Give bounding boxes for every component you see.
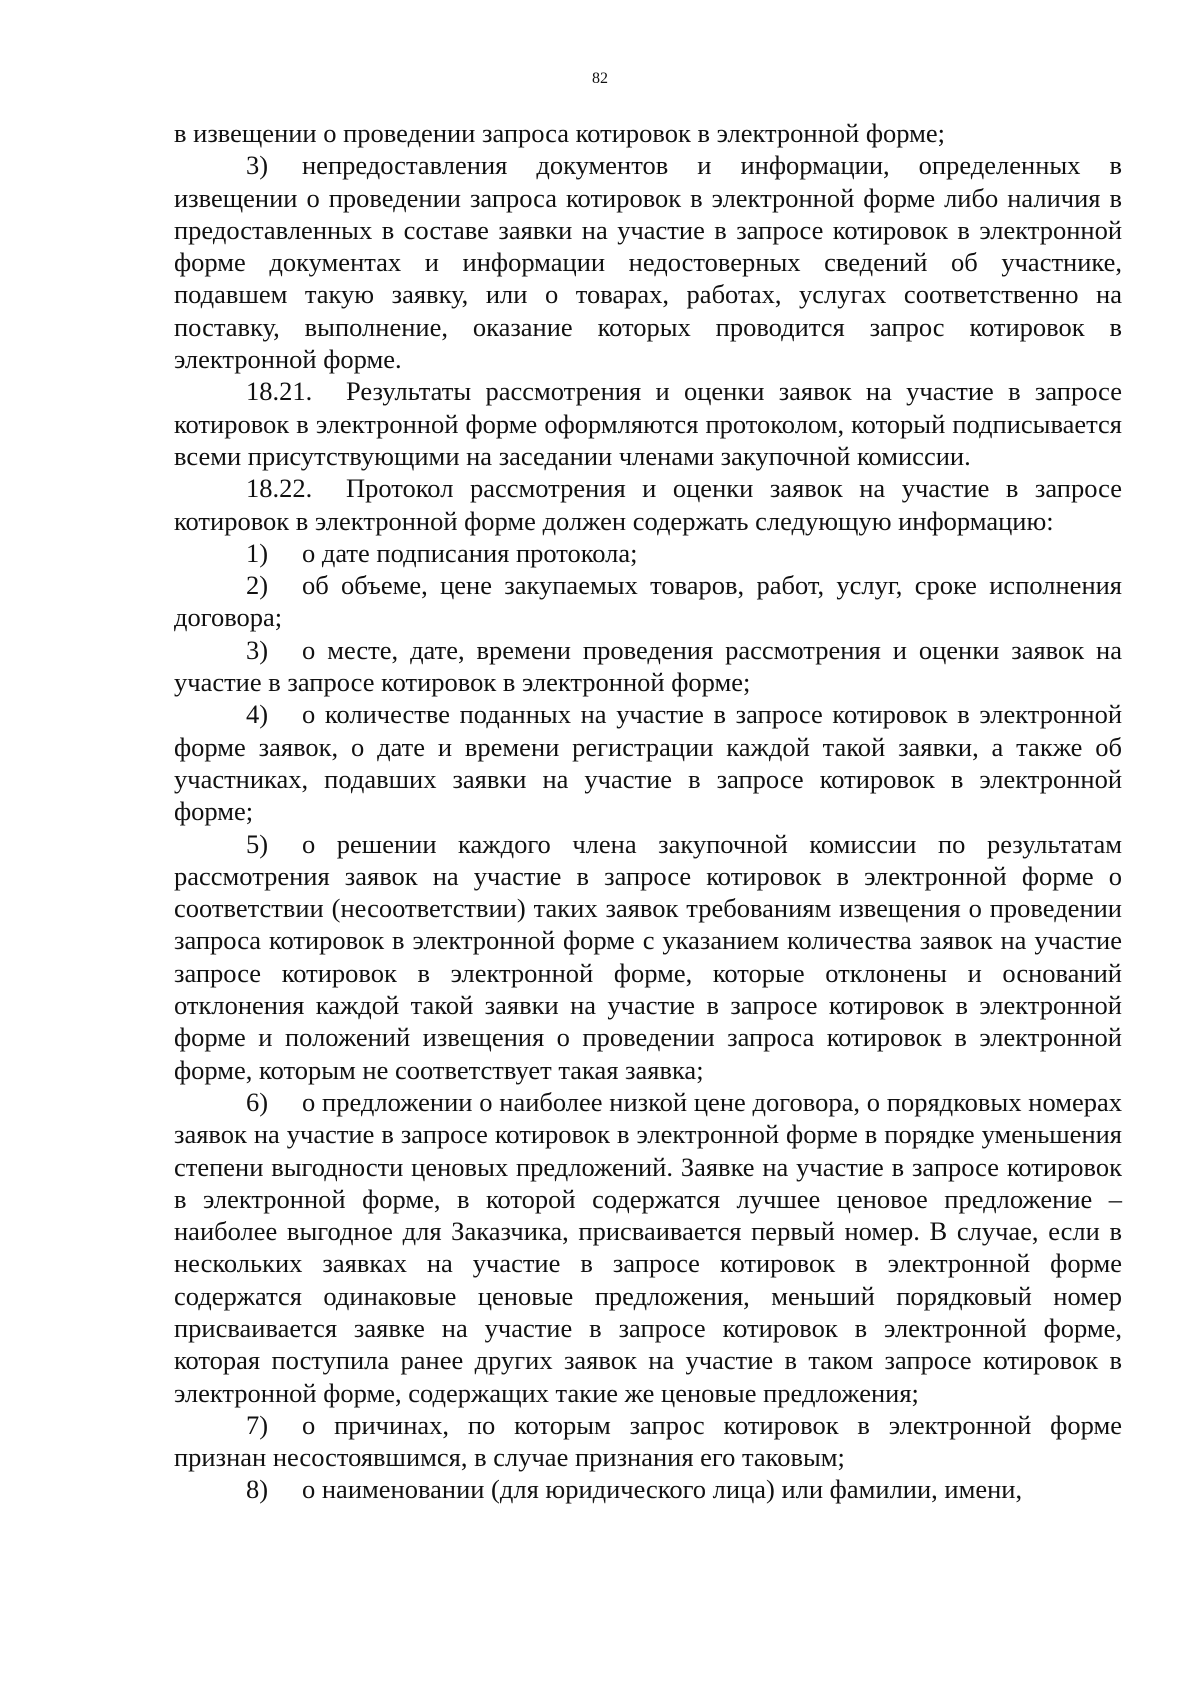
paragraph-text: о наименовании (для юридического лица) или фамилии, имени,	[302, 1474, 1023, 1505]
list-item-3	[174, 634, 1122, 699]
list-item-3	[174, 149, 1122, 375]
paragraph-text: Результаты рассмотрения и оценки заявок на участие в запросе котировок в электронной форме оформляются протоколом, который подписывается всеми присутствующими на заседании членами закупочной комиссии.	[174, 376, 1122, 471]
paragraph-text: о количестве поданных на участие в запросе котировок в электронной форме заявок, о дате и времени регистрации каждой такой заявки, а также об участниках, подавших заявки на участие в запросе котировок в электронной форме;	[174, 699, 1122, 827]
list-marker: 6)	[246, 1086, 269, 1117]
paragraph-text: непредоставления документов и информации, определенных в извещении о проведении запроса котировок в электронной форме либо наличия в предоставленных в составе заявки на участие в запросе котировок в электронной форме документах и информации недостоверных сведений об участнике, подавшем такую заявку, или о товарах, работах, услугах соответственно на поставку, выполнение, оказание которых проводится запрос котировок в электронной форме.	[174, 150, 1122, 375]
list-item-2	[174, 569, 1122, 634]
paragraph-text: в извещении о проведении запроса котировок в электронной форме;	[174, 118, 945, 148]
paragraph-text: о решении каждого члена закупочной комиссии по результатам рассмотрения заявок на участие в запросе котировок в электронной форме о соответствии (несоответствии) таких заявок требованиям извещения о проведении запроса котировок в электронной форме с указанием количества заявок на участие запросе котировок в электронной форме, которые отклонены и оснований отклонения каждой такой заявки на участие в запросе котировок в электронной форме и положений извещения о проведении запроса котировок в электронной форме, которым не соответствует такая заявка;	[174, 828, 1122, 1085]
clause-18-21	[174, 375, 1122, 472]
list-marker: 7)	[246, 1409, 269, 1440]
list-marker: 3)	[246, 634, 269, 665]
list-marker: 4)	[246, 699, 269, 730]
list-item-6	[174, 1086, 1122, 1409]
list-item-4	[174, 698, 1122, 827]
list-marker: 8)	[246, 1474, 269, 1505]
list-item-7	[174, 1409, 1122, 1474]
clause-18-22	[174, 472, 1122, 537]
paragraph-text: Протокол рассмотрения и оценки заявок на участие в запросе котировок в электронной форме должен содержать следующую информацию:	[174, 473, 1122, 536]
paragraph-text: о причинах, по которым запрос котировок в электронной форме признан несостоявшимся, в случае признания его таковым;	[174, 1409, 1122, 1473]
list-item-5	[174, 828, 1122, 1086]
paragraph-text: о месте, дате, времени проведения рассмотрения и оценки заявок на участие в запросе котировок в электронной форме;	[174, 634, 1122, 698]
list-item-8	[174, 1473, 1122, 1505]
clause-number: 18.22.	[246, 473, 313, 504]
list-item-1	[174, 537, 1122, 569]
paragraph-continuation	[174, 117, 1122, 149]
list-marker: 5)	[246, 828, 269, 859]
list-marker: 2)	[246, 570, 269, 601]
paragraph-text: об объеме, цене закупаемых товаров, работ, услуг, сроке исполнения договора;	[174, 570, 1122, 633]
clause-number: 18.21.	[246, 376, 313, 407]
list-marker: 1)	[246, 537, 269, 568]
paragraph-text: о дате подписания протокола;	[302, 537, 638, 568]
list-marker: 3)	[246, 150, 269, 181]
document-body	[174, 117, 1122, 1506]
page-number: 82	[592, 70, 608, 87]
paragraph-text: о предложении о наиболее низкой цене договора, о порядковых номерах заявок на участие в запросе котировок в электронной форме в порядке уменьшения степени выгодности ценовых предложений. Заявке на участие в запросе котировок в электронной форме, в которой содержатся лучшее ценовое предложение – наиболее выгодное для Заказчика, присваивается первый номер. В случае, если в нескольких заявках на участие в запросе котировок в электронной форме содержатся одинаковые ценовые предложения, меньший порядковый номер присваивается заявке на участие в запросе котировок в электронной форме, которая поступила ранее других заявок на участие в таком запросе котировок в электронной форме, содержащих такие же ценовые предложения;	[174, 1086, 1122, 1408]
